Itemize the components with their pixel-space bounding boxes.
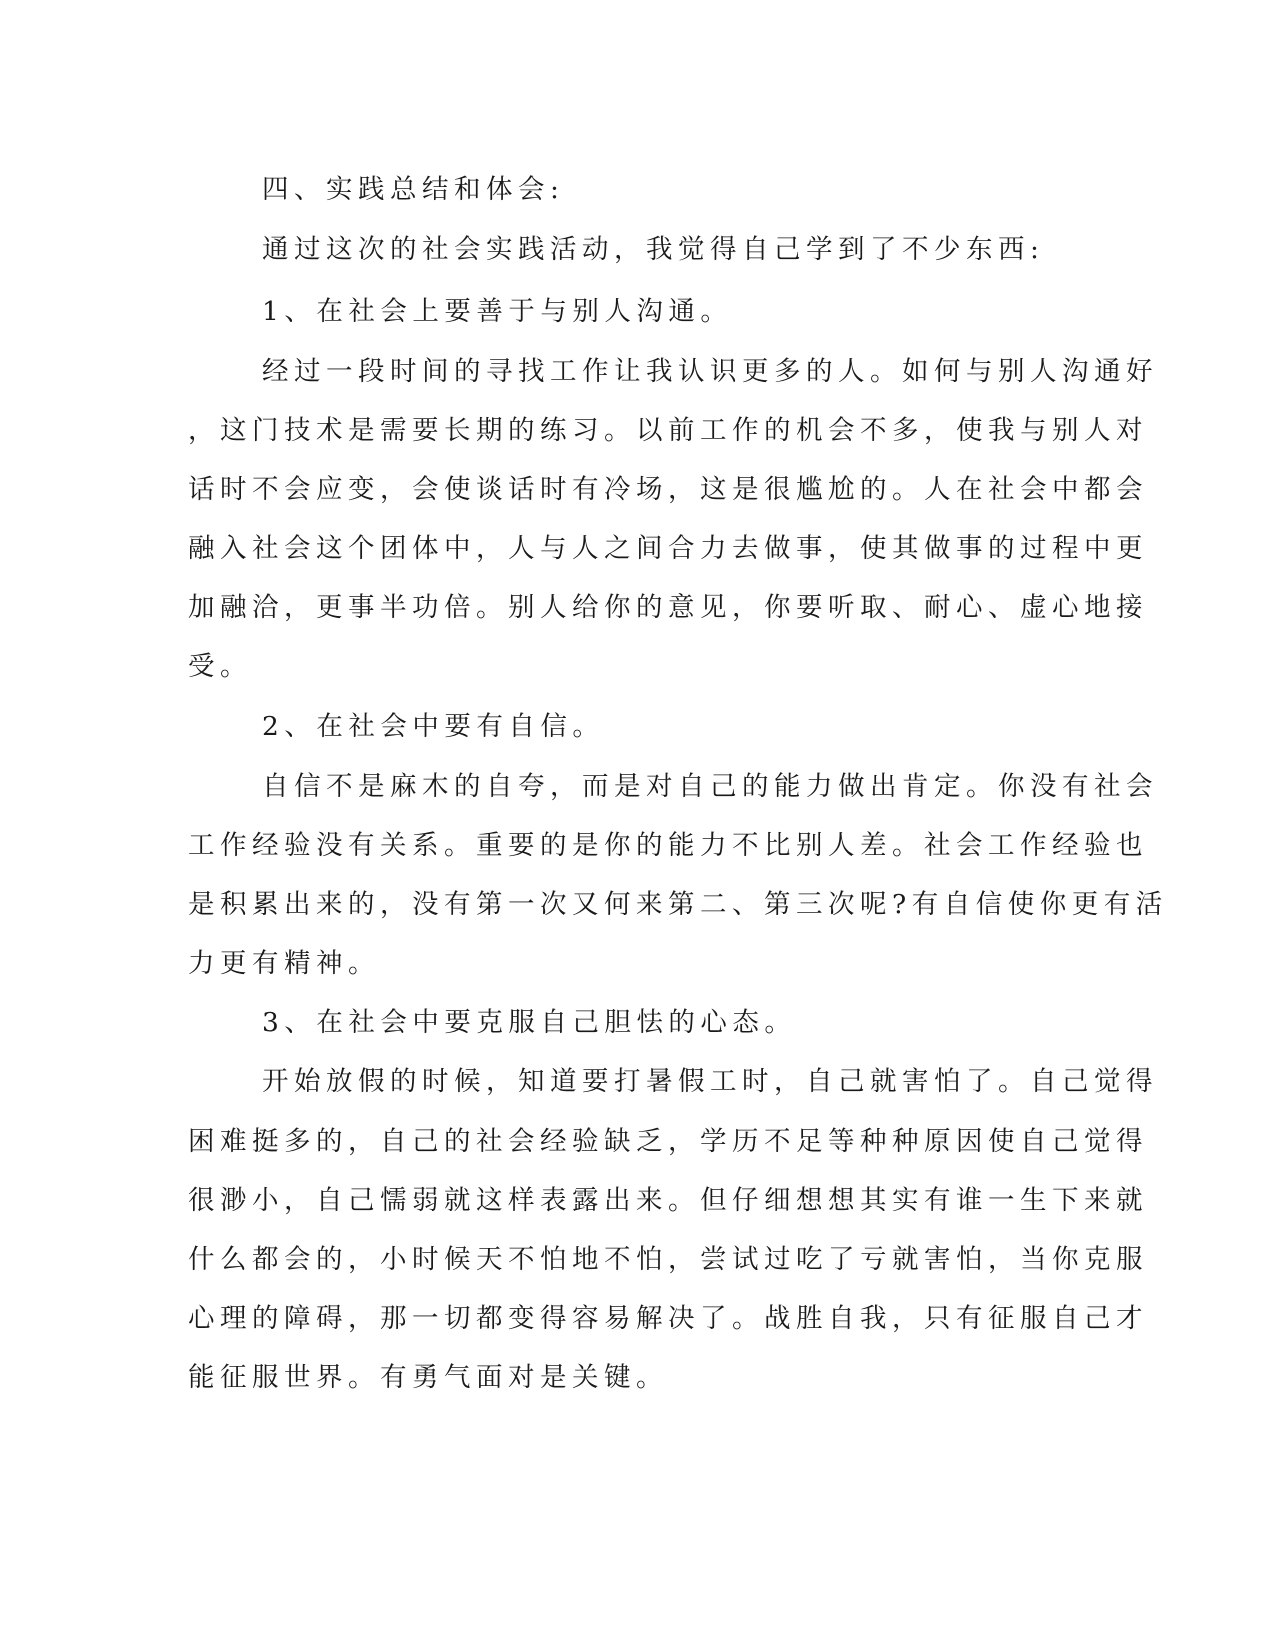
paragraph-line: 融入社会这个团体中，人与人之间合力去做事，使其做事的过程中更: [188, 533, 1148, 564]
paragraph-line: 加融洽，更事半功倍。别人给你的意见，你要听取、耐心、虚心地接: [188, 592, 1148, 623]
paragraph-line: 是积累出来的，没有第一次又何来第二、第三次呢?有自信使你更有活: [188, 889, 1168, 920]
paragraph-line: 经过一段时间的寻找工作让我认识更多的人。如何与别人沟通好: [262, 356, 1158, 387]
paragraph-line: 能征服世界。有勇气面对是关键。: [188, 1362, 668, 1393]
paragraph-line: 很渺小，自己懦弱就这样表露出来。但仔细想想其实有谁一生下来就: [188, 1185, 1148, 1216]
point-1-heading: 1、在社会上要善于与别人沟通。: [262, 296, 733, 327]
point-2-heading: 2、在社会中要有自信。: [262, 711, 605, 742]
paragraph-line: 力更有精神。: [188, 948, 380, 979]
paragraph-line: 受。: [188, 651, 252, 682]
paragraph-line: 自信不是麻木的自夸，而是对自己的能力做出肯定。你没有社会: [262, 771, 1158, 802]
paragraph-line: 什么都会的，小时候天不怕地不怕，尝试过吃了亏就害怕，当你克服: [188, 1244, 1148, 1275]
paragraph-line: 开始放假的时候，知道要打暑假工时，自己就害怕了。自己觉得: [262, 1066, 1158, 1097]
paragraph-line: 心理的障碍，那一切都变得容易解决了。战胜自我，只有征服自己才: [188, 1303, 1148, 1334]
intro-line: 通过这次的社会实践活动，我觉得自己学到了不少东西:: [262, 234, 1045, 265]
paragraph-line: ，这门技术是需要长期的练习。以前工作的机会不多，使我与别人对: [188, 415, 1148, 446]
section-heading: 四、实践总结和体会:: [262, 174, 565, 205]
paragraph-line: 工作经验没有关系。重要的是你的能力不比别人差。社会工作经验也: [188, 830, 1148, 861]
point-3-heading: 3、在社会中要克服自己胆怯的心态。: [262, 1007, 797, 1038]
paragraph-line: 困难挺多的，自己的社会经验缺乏，学历不足等种种原因使自己觉得: [188, 1126, 1148, 1157]
paragraph-line: 话时不会应变，会使谈话时有冷场，这是很尴尬的。人在社会中都会: [188, 474, 1148, 505]
